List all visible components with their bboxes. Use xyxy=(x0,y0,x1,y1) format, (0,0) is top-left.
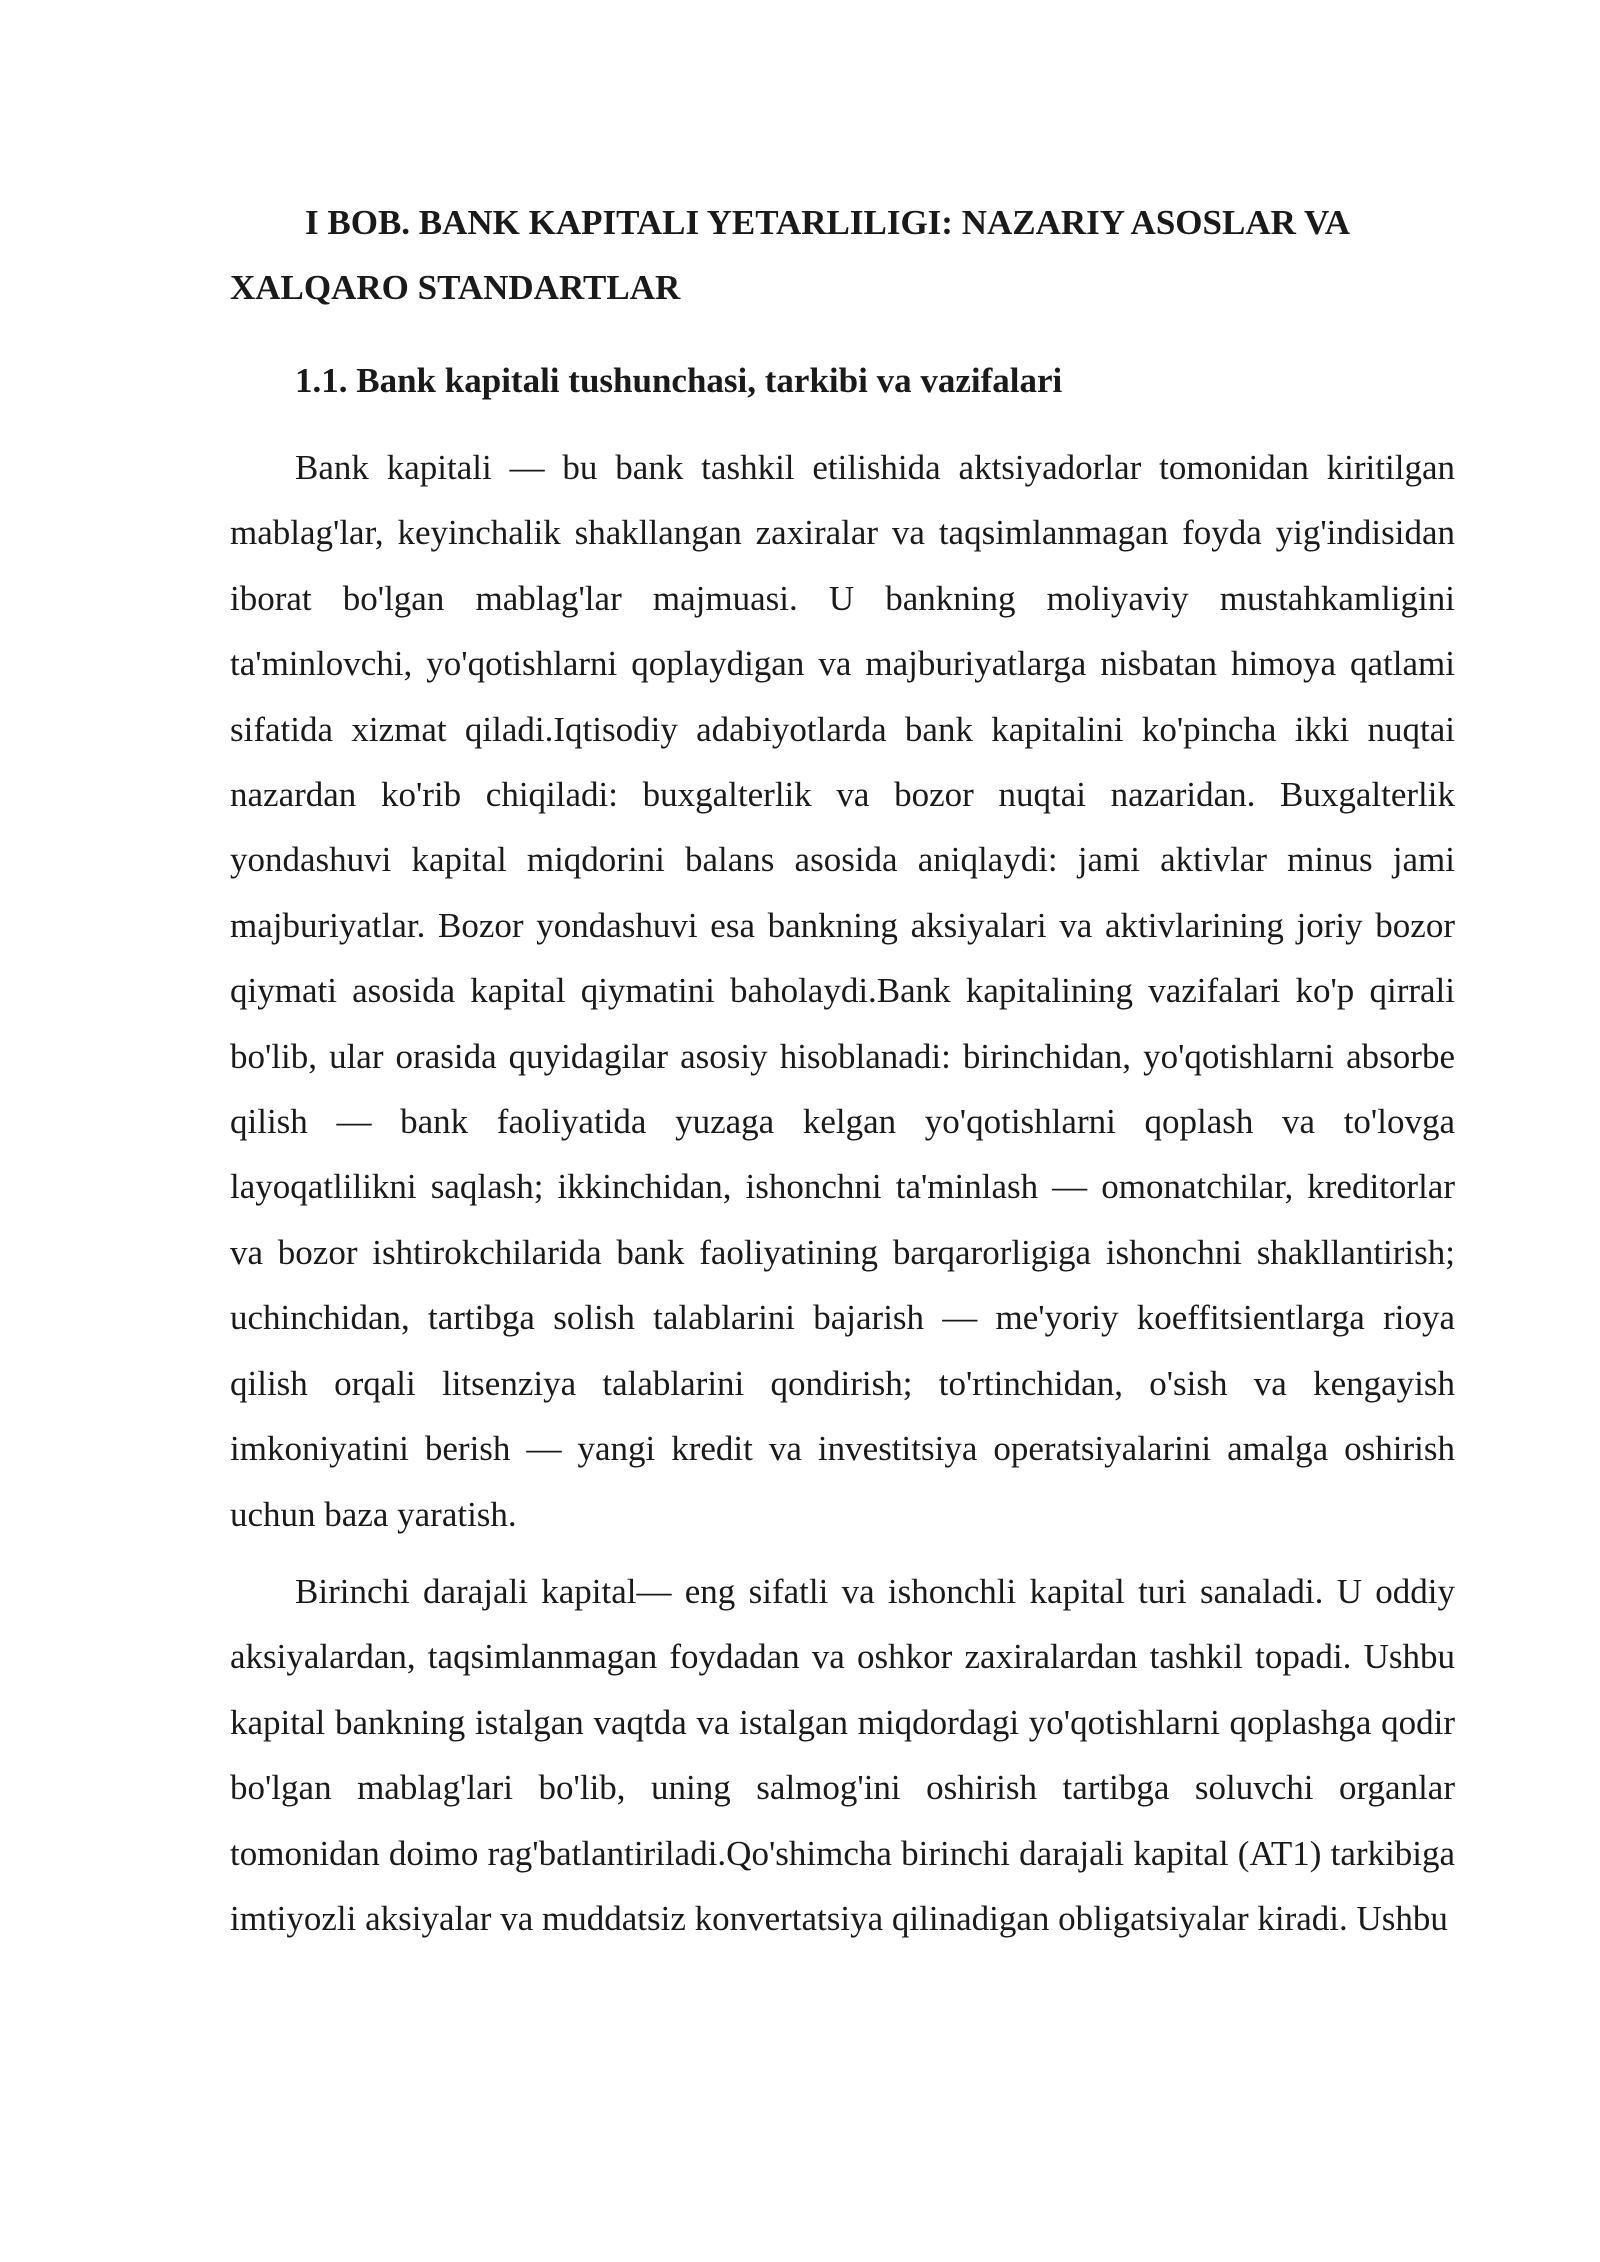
document-page xyxy=(230,190,1455,1963)
paragraph-tier1-capital: Birinchi darajali kapital— eng sifatli va ishonchli kapital turi sanaladi. U oddiy aksiyalardan, taqsimlanmagan foydadan va oshkor zaxiralardan tashkil topadi. Ushbu kapital bankning istalgan vaqtda va istalgan miqdordagi yo'qotishlarni qoplashga qodir bo'lgan mablag'lari bo'lib, uning salmog'ini oshirish tartibga soluvchi organlar tomonidan doimo rag'batlantiriladi.Qo'shimcha birinchi darajali kapital (AT1) tarkibiga imtiyozli aksiyalar va muddatsiz konvertatsiya qilinadigan obligatsiyalar kiradi. Ushbu xyxy=(230,1571,1455,1938)
chapter-title: I BOB. BANK KAPITALI YETARLILIGI: NAZARIY ASOSLAR VA XALQARO STANDARTLAR xyxy=(230,203,1349,307)
section-title: 1.1. Bank kapitali tushunchasi, tarkibi va vazifalari xyxy=(295,361,1063,400)
paragraph-bank-capital-definition: Bank kapitali — bu bank tashkil etilishida aktsiyadorlar tomonidan kiritilgan mablag'lar, keyinchalik shakllangan zaxiralar va taqsimlanmagan foyda yig'indisidan iborat bo'lgan mablag'lar majmuasi. U bankning moliyaviy mustahkamligini ta'minlovchi, yo'qotishlarni qoplaydigan va majburiyatlarga nisbatan himoya qatlami sifatida xizmat qiladi.Iqtisodiy adabiyotlarda bank kapitalini ko'pincha ikki nuqtai nazardan ko'rib chiqiladi: buxgalterlik va bozor nuqtai nazaridan. Buxgalterlik yondashuvi kapital miqdorini balans asosida aniqlaydi: jami aktivlar minus jami majburiyatlar. Bozor yondashuvi esa bankning aksiyalari va aktivlarining joriy bozor qiymati asosida kapital qiymatini baholaydi.Bank kapitalining vazifalari ko'p qirrali bo'lib, ular orasida quyidagilar asosiy hisoblanadi: birinchidan, yo'qotishlarni absorbe qilish — bank faoliyatida yuzaga kelgan yo'qotishlarni qoplash va to'lovga layoqatlilikni saqlash; ikkinchidan, ishonchni ta'minlash — omonatchilar, kreditorlar va bozor ishtirokchilarida bank faoliyatining barqarorligiga ishonchni shakllantirish; uchinchidan, tartibga solish talablarini bajarish — me'yoriy koeffitsientlarga rioya qilish orqali litsenziya talablarini qondirish; to'rtinchidan, o'sish va kengayish imkoniyatini berish — yangi kredit va investitsiya operatsiyalarini amalga oshirish uchun baza yaratish. xyxy=(230,448,1455,1534)
